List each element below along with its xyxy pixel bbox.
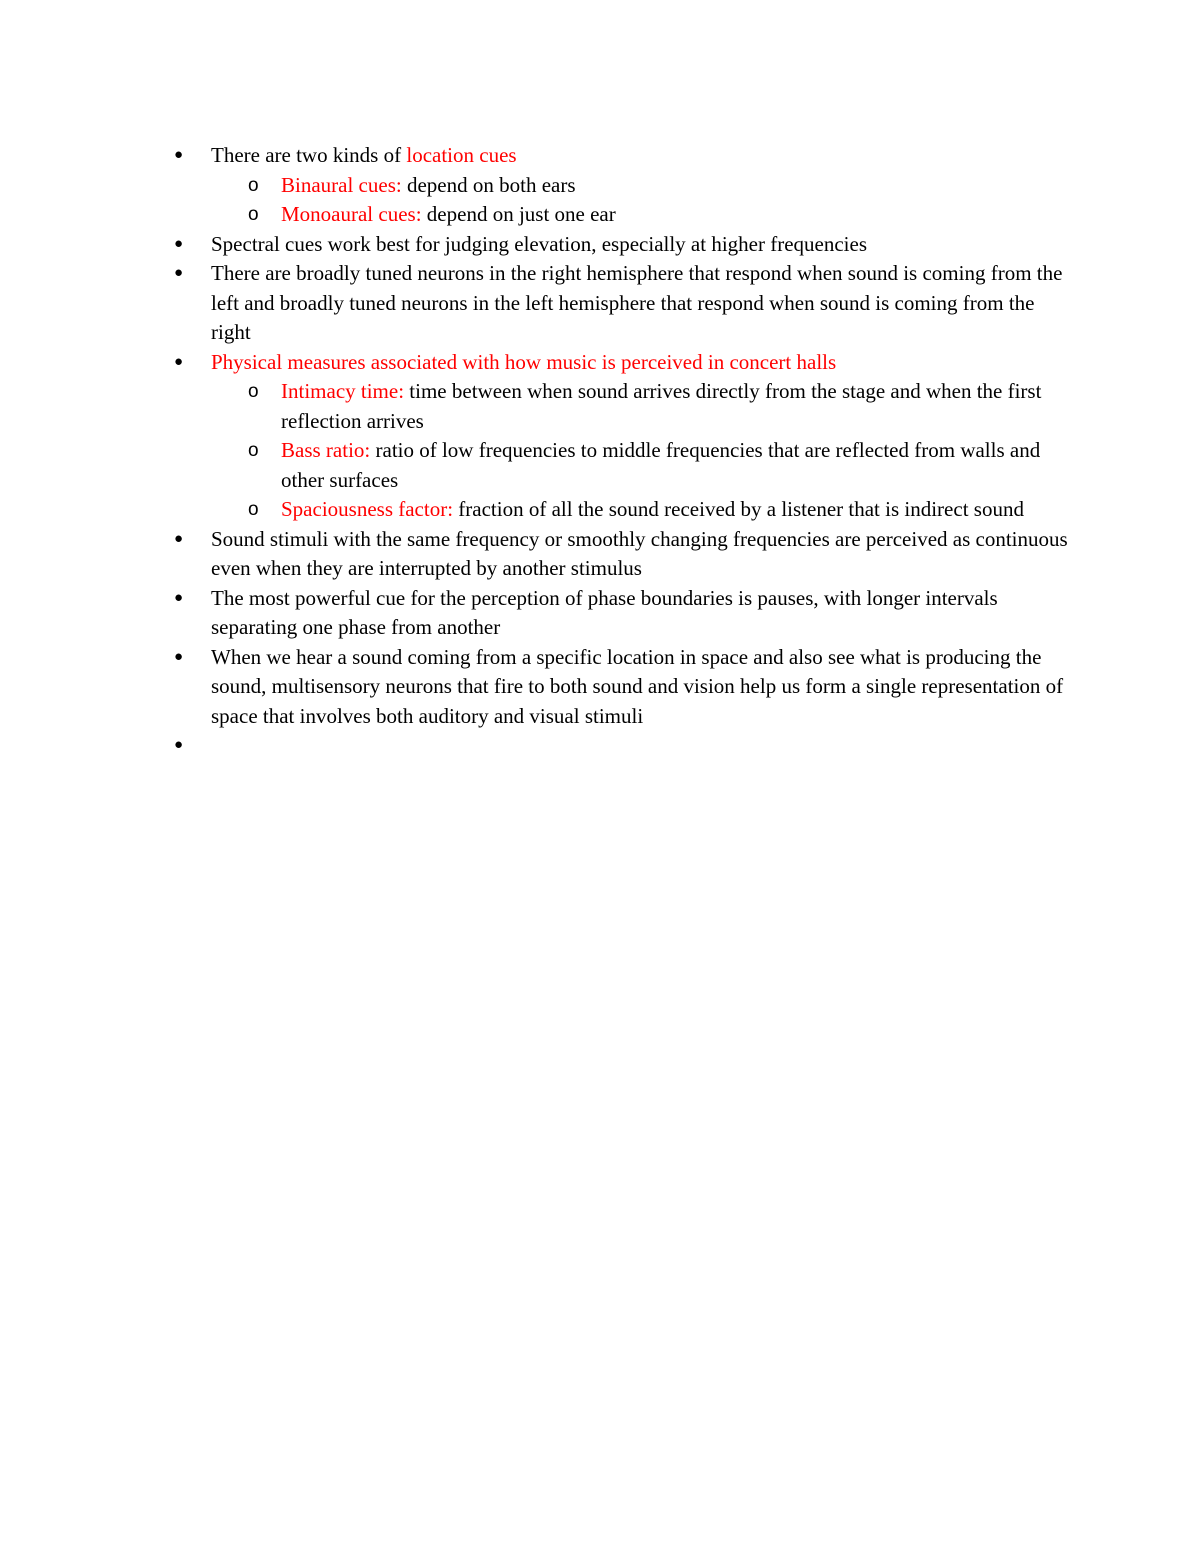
bullet-dot-icon: ● [174,648,184,665]
list-item-concert-halls [172,348,1072,525]
list-item-spectral-cues [172,230,1072,260]
bullet-dot-icon: ● [174,265,184,281]
bullet-dot-icon: ● [174,589,184,606]
sub-item-monoaural [243,200,1072,230]
bullet-list [172,141,1072,761]
sub-term: Bass ratio: [281,438,371,462]
sub-item-bass-ratio [243,436,1072,495]
list-item-multisensory-neurons [172,643,1072,732]
sub-term: Binaural cues: [281,172,402,197]
item-text: The most powerful cue for the perception of phase boundaries is pauses, with longer intervals separating one phase from another [211,585,998,639]
bullet-circle-icon: o [248,381,259,402]
bullet-circle-icon: o [248,440,259,461]
highlight-term: location cues [406,143,517,167]
sub-text: fraction of all the sound received by a listener that is indirect sound [453,497,1024,521]
item-text: There are two kinds of [211,143,407,167]
bullet-circle-icon: o [248,499,259,520]
bullet-circle-icon: o [248,204,259,225]
item-text: Sound stimuli with the same frequency or smoothly changing frequencies are perceived as continuous even when they are interrupted by another stimulus [211,526,1068,580]
sub-text: depend on both ears [401,172,576,197]
sub-list [243,171,1072,230]
item-text: Spectral cues work best for judging elevation, especially at higher frequencies [211,231,868,256]
list-item-hemisphere-neurons [172,259,1072,348]
sub-item-binaural [243,171,1072,201]
bullet-dot-icon: ● [174,147,184,163]
bullet-circle-icon: o [248,174,259,196]
sub-item-spaciousness-factor [243,495,1072,525]
item-text: There are broadly tuned neurons in the right hemisphere that respond when sound is coming from the left and broadly tuned neurons in the left hemisphere that respond when sound is coming from the right [211,261,1063,344]
sub-text: time between when sound arrives directly from the stage and when the first reflection arrives [281,379,1042,433]
notes-content [172,141,1072,761]
list-item-phase-boundaries [172,584,1072,643]
sub-list [243,377,1072,525]
sub-term: Intimacy time: [281,379,405,403]
sub-item-intimacy-time [243,377,1072,436]
bullet-dot-icon: ● [174,235,184,252]
list-item-location-cues [172,141,1072,230]
sub-term: Spaciousness factor: [281,497,454,521]
bullet-dot-icon: ● [174,353,184,370]
sub-text: ratio of low frequencies to middle frequencies that are reflected from walls and other surfaces [281,438,1041,492]
item-text: When we hear a sound coming from a specific location in space and also see what is producing the sound, multisensory neurons that fire to both sound and vision help us form a single representation of space that involves both auditory and visual stimuli [211,644,1064,728]
bullet-dot-icon: ● [174,530,184,547]
sub-text: depend on just one ear [421,202,616,226]
list-item-continuous-sound [172,525,1072,584]
bullet-dot-icon: ● [174,737,184,753]
highlight-term: Physical measures associated with how music is perceived in concert halls [211,349,837,374]
list-item-empty [172,731,1072,761]
sub-term: Monoaural cues: [281,202,422,226]
